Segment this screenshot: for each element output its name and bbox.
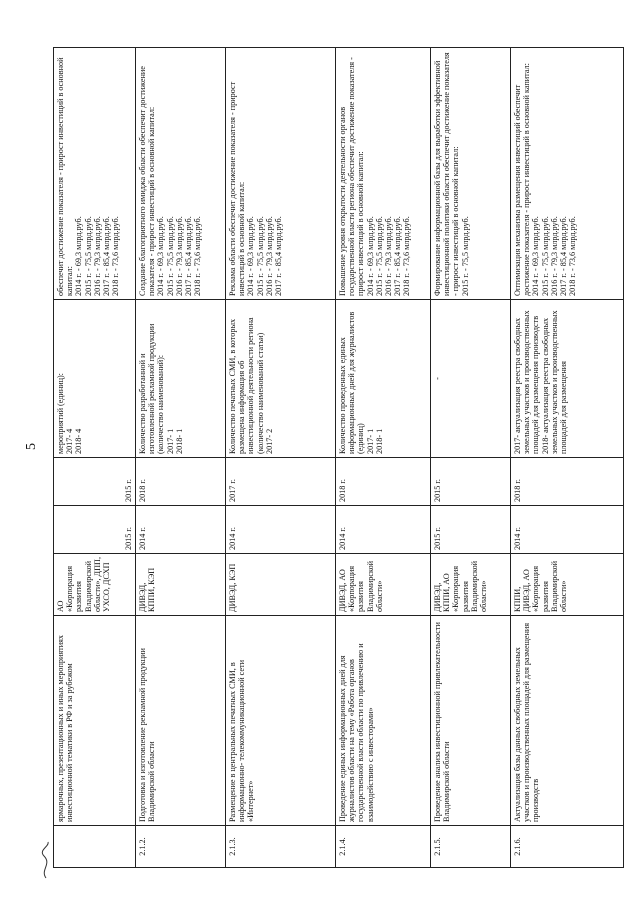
- event-name: Подготовка и изготовление рекламной продукции Владимирской области: [136, 616, 226, 826]
- table-row: [431, 48, 511, 868]
- end-year: 2018 г.: [136, 458, 226, 506]
- executor: ДИВЭД, КППИ, КЭП: [136, 554, 226, 616]
- indicator: Количество разработанной и изготовленной рекламной продукции (количество наименований): 2017- 1 2018- 1: [136, 300, 226, 458]
- page-number: 5: [24, 443, 39, 450]
- table-row: [336, 48, 431, 868]
- expected-result: обеспечит достижение показателя - прирост инвестиций в основной капитал: 2014 г. - 69,3 млрд.руб. 2015 г. - 75,5 млрд.руб. 2016 г. - 79,3 млрд.руб. 2017 г. - 85,4 млрд.руб. 2018 г. - 73,6 млрд.руб.: [54, 48, 136, 300]
- table-row: [511, 48, 624, 868]
- end-year: 2017 г.: [226, 458, 336, 506]
- indicator: Количество проведенных единых информационных дней для журналистов (единиц) 2017- 1 2018- 1: [336, 300, 431, 458]
- start-year: 2014 г.: [226, 506, 336, 554]
- row-number: [54, 826, 136, 868]
- end-year: 2015 г.: [54, 458, 136, 506]
- row-number: 2.1.5.: [431, 826, 511, 868]
- table-row: [54, 48, 136, 868]
- signature-mark: [36, 840, 58, 880]
- event-name: ярмарочных, презентационных и иных мероприятиях инвестиционной тематики в РФ и за рубежом: [54, 616, 136, 826]
- expected-result: Повышение уровня открытости деятельности органов государственной власти региона обеспечит достижение показателя - прирост инвестиций в основной капитал: 2014 г. - 69,3 млрд.руб. 2015 г. - 75,5 млрд.руб. 2016 г. - 79,3 млрд.руб. 2017 г. - 85,4 млрд.руб. 2018 г. - 73,6 млрд.руб.: [336, 48, 431, 300]
- executor: КППИ, ДИВЭД, АО «Корпорация развития Владимирской области»: [511, 554, 624, 616]
- event-name: Проведение единых информационных дней для журналистов области на тему «Работа органов государственной власти области по привлечению и взаимодействию с инвесторами»: [336, 616, 431, 826]
- event-name: Размещение в центральных печатных СМИ, в информационно- телекоммуникационной сети «Интернет»: [226, 616, 336, 826]
- expected-result: Оптимизация механизма размещения инвестиций обеспечит достижение показателя - прирост инвестиций в основной капитал: 2014 г. - 69,3 млрд.руб. 2015 г. - 75,5 млрд.руб. 2016 г. - 79,3 млрд.руб. 2017 г. - 85,4 млрд.руб. 2018 г. - 73,6 млрд.руб.: [511, 48, 624, 300]
- end-year: 2018 г.: [336, 458, 431, 506]
- executor: ДИВЭД, КППИ, АО «Корпорация развития Владимирской области»: [431, 554, 511, 616]
- row-number: 2.1.4.: [336, 826, 431, 868]
- indicator: мероприятий (единиц): 2017- 4 2018- 4: [54, 300, 136, 458]
- executor: ДИВЭД, АО «Корпорация развития Владимирской области»: [336, 554, 431, 616]
- expected-result: Формирование информационной базы для выработки эффективной инвестиционной политики области обеспечит достижение показателя - прирост инвестиций в основной капитал: 2015 г. - 75,5 млрд.руб.: [431, 48, 511, 300]
- indicator: 2017- актуализация реестра свободных земельных участков и производственных площадей для размещения производств 2018- актуализация реестра свободных земельных участков и производственных площадей для размещения: [511, 300, 624, 458]
- row-number: 2.1.3.: [226, 826, 336, 868]
- row-number: 2.1.2.: [136, 826, 226, 868]
- indicator: Количество печатных СМИ, в которых размещена информация об инвестиционной деятельности региона (количество наименований статьи) 2017- 2: [226, 300, 336, 458]
- start-year: 2014 г.: [136, 506, 226, 554]
- expected-result: Реклама области обеспечит достижение показателя - прирост инвестиций в основной капитал: 2014 г. - 69,3 млрд.руб. 2015 г. - 75,5 млрд.руб. 2016 г. - 79,3 млрд.руб. 2017 г. - 85,4 млрд.руб.: [226, 48, 336, 300]
- table-row: [226, 48, 336, 868]
- start-year: 2014 г.: [336, 506, 431, 554]
- executor: АО «Корпорация развития Владимирской области», ДПП, УХСО, ДСХП: [54, 554, 136, 616]
- event-name: Проведение анализа инвестиционной привлекательности Владимирской области: [431, 616, 511, 826]
- table-row: [136, 48, 226, 868]
- executor: ДИВЭД, КЭП: [226, 554, 336, 616]
- measures-table: [53, 47, 624, 868]
- indicator: -: [431, 300, 511, 458]
- row-number: 2.1.6.: [511, 826, 624, 868]
- start-year: 2015 г.: [54, 506, 136, 554]
- event-name: Актуализация базы данных свободных земельных участков и производственных площадей для размещения производств: [511, 616, 624, 826]
- start-year: 2014 г.: [511, 506, 624, 554]
- end-year: 2018 г.: [511, 458, 624, 506]
- start-year: 2015 г.: [431, 506, 511, 554]
- rotated-table-wrapper: [53, 48, 623, 868]
- end-year: 2015 г.: [431, 458, 511, 506]
- expected-result: Создание благоприятного имиджа области обеспечит достижение показателя - прирост инвестиций в основной капитал: 2014 г. - 69,3 млрд.руб. 2015 г. - 75,5 млрд.руб. 2016 г. - 79,3 млрд.руб. 2017 г. - 85,4 млрд.руб. 2018 г. - 73,6 млрд.руб.: [136, 48, 226, 300]
